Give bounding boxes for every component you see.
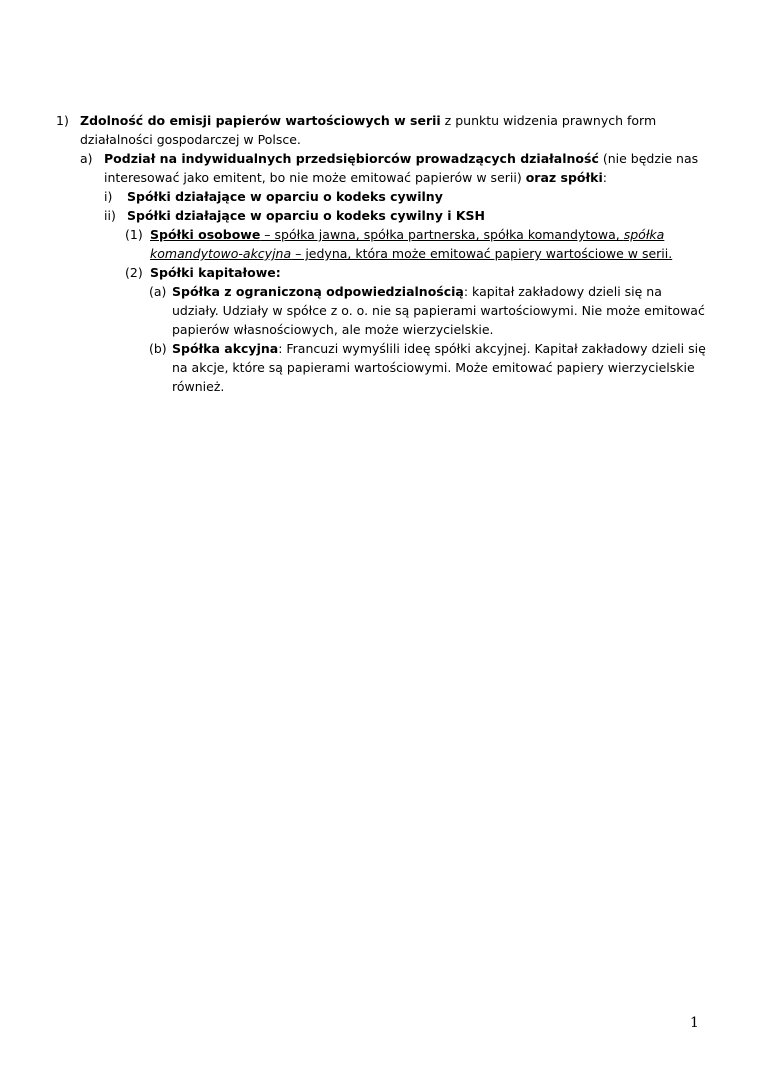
list-item-b-paren — [56, 339, 706, 396]
document-content — [56, 111, 706, 396]
item-title: Podział na indywidualnych przedsiębiorców prowadzących działalność — [104, 151, 599, 166]
item-title: Spółka akcyjna — [172, 341, 279, 356]
page-number: 1 — [690, 1015, 699, 1031]
item-title: Spółki działające w oparciu o kodeks cywilny — [127, 189, 443, 204]
list-marker: (a) — [149, 284, 167, 299]
item-title-2: oraz spółki — [525, 170, 603, 185]
list-item-ii — [56, 206, 706, 225]
list-marker: (b) — [149, 341, 167, 356]
list-item-i — [56, 187, 706, 206]
item-italic: spółka komandytowo-akcyjna — [150, 227, 665, 261]
list-item-a — [56, 149, 706, 187]
item-text: (nie będzie nas interesować jako emitent, bo nie może emitować papierów w serii) — [104, 151, 699, 185]
item-title: Spółki działające w oparciu o kodeks cywilny i KSH — [127, 208, 485, 223]
item-title: Spółka z ograniczoną odpowiedzialnością — [172, 284, 464, 299]
list-item-1-paren — [56, 225, 706, 263]
item-text-2: – jedyna, która może emitować papiery wartościowe w serii. — [291, 246, 673, 261]
item-text: – spółka jawna, spółka partnerska, spółka komandytowa, — [260, 227, 624, 242]
item-text: z punktu widzenia prawnych form działalności gospodarczej w Polsce. — [80, 113, 657, 147]
item-text: : kapitał zakładowy dzieli się na udziały. Udziały w spółce z o. o. nie są papierami wartościowymi. Nie może emitować papierów własnościowych, ale może wierzycielskie. — [172, 284, 705, 337]
list-marker: a) — [80, 151, 93, 166]
list-item-a-paren — [56, 282, 706, 339]
list-item-2-paren — [56, 263, 706, 282]
list-marker: ii) — [104, 208, 116, 223]
item-title: Spółki osobowe — [150, 227, 261, 242]
item-text: : Francuzi wymyślili ideę spółki akcyjnej. Kapitał zakładowy dzieli się na akcje, które są papierami wartościowymi. Może emitować papiery wierzycielskie również. — [172, 341, 706, 394]
item-title: Spółki kapitałowe: — [150, 265, 281, 280]
list-marker: i) — [104, 189, 113, 204]
list-item-1 — [56, 111, 706, 149]
list-marker: (1) — [125, 227, 143, 242]
list-marker: (2) — [125, 265, 143, 280]
item-text-2: : — [602, 170, 607, 185]
list-marker: 1) — [56, 113, 69, 128]
item-title: Zdolność do emisji papierów wartościowych w serii — [80, 113, 441, 128]
